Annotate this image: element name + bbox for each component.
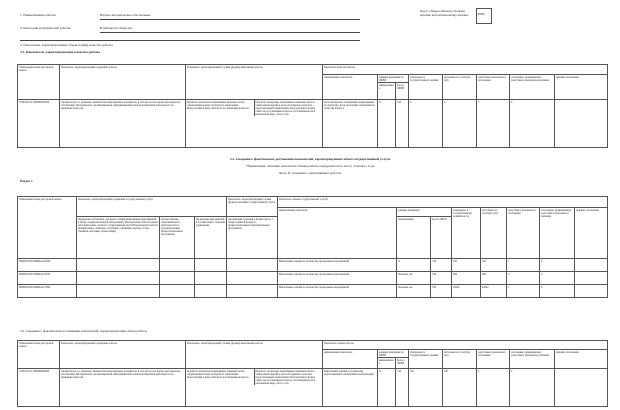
- st-row1-exceed: 0: [540, 259, 575, 272]
- st-row1-approved: 100: [452, 259, 481, 272]
- vt-header-approved: утверждено в государственном задании: [409, 350, 443, 369]
- blank-underline: [20, 40, 360, 41]
- st-row3-reg: 804200О.99.0.ББ60АА73000: [18, 285, 77, 298]
- vt-cell-allowed: 5: [477, 369, 510, 407]
- section-31-heading: 3.1. Показатели, характеризующие качество работы: [20, 50, 100, 54]
- service-table: [17, 196, 608, 298]
- qt-header-cond: Показатель, характеризующий условия (формы) выполнения работы: [186, 65, 323, 100]
- vt-cell-cond: [186, 369, 323, 407]
- st-row1-unit: %: [397, 259, 431, 272]
- st-row1-empty: [160, 259, 195, 272]
- st-row1-reason: [575, 259, 608, 272]
- st-header-done: исполнено на отчетную дату: [481, 208, 507, 259]
- vt-header-content: Показатель, характеризующий содержание работы: [60, 341, 186, 369]
- part2-note: *Примечание: значение показателя объема работы определяется по итогу отчетного года: [245, 164, 375, 168]
- st-header-volume: Показатель объема государственной услуги*: [278, 197, 608, 208]
- vt-header-unit-name: наименование: [378, 358, 396, 369]
- qt-cell-reg: 722010.Р.19.1.В0660002000: [18, 100, 60, 148]
- vt-cell-cond1: Результат экспертизы нормативных правовых актов, оформленный в виде экспертного заключения. Консультация в виде ответов на поставленные вопросы.: [186, 369, 255, 385]
- st-row3-code: 539: [431, 285, 452, 298]
- st-row2-reg: 804200О.99.0.ББ60АА72000: [18, 272, 77, 285]
- st-row3-empty: [77, 285, 160, 298]
- st-header-approved: утверждено в государственном задании на год: [452, 208, 481, 259]
- qt-cell-exceed: 0: [510, 100, 555, 148]
- quality-table: [17, 64, 608, 148]
- st-row2-empty: [195, 272, 227, 285]
- st-row2-allowed: 5: [507, 272, 540, 285]
- consumer-category-underline: [100, 32, 360, 33]
- section-1-heading: Раздел 1: [20, 179, 33, 183]
- st-header-allowed: допустимое (возможное) отклонение: [507, 208, 540, 259]
- st-row3-empty: [160, 285, 195, 298]
- line3-text: 3. Показатели, характеризующие объем и (или) качество работы: [20, 43, 113, 47]
- vt-cell-content: Экспертиза (в т.ч. правовая, лингвистическая) правовых документов, в том числе и их научно-методическое обеспечение. Методическая, организационная, информационная и консультационная деятельность по правовым вопросам: [60, 369, 186, 407]
- work-name-value: Научно-методическое обеспечение: [100, 13, 151, 17]
- st-row1-reg: 804200О.99.0.ББ60АА72000: [18, 259, 77, 272]
- perechen-code-label: Код по общероссийскому базовому перечню или региональному перечню: [420, 9, 469, 17]
- st-header-exceed: отклонение, превышающее допустимое (возможное) значение: [540, 208, 575, 259]
- vt-header-volume: Показатель объема работы: [323, 341, 608, 350]
- st-row3-allowed: 5: [507, 285, 540, 298]
- qt-cell-cond2: Результат экспертизы нормативных правовых актов и электронных версий в части их правового качества, представленный заключением. Консультация в форме ответа на поставленные вопросы, поставленные как в письменном виде, так и устно: [255, 100, 315, 116]
- qt-cell-reason: [555, 100, 608, 148]
- vt-cell-reason: [555, 369, 608, 407]
- st-row1-done: 100: [481, 259, 507, 272]
- st-row3-name: Выполнение задания по количеству проведенных мероприятий: [278, 285, 397, 298]
- st-row3-done: 45092: [481, 285, 507, 298]
- qt-cell-done: 0: [443, 100, 477, 148]
- volume-table: [17, 340, 608, 407]
- st-row2-empty: [160, 272, 195, 285]
- qt-header-reason: причина отклонения: [555, 75, 608, 100]
- vt-cell-name: Выполнение задания по количеству подготовленных заключений и консультаций: [323, 369, 378, 407]
- work-name-label: 1. Наименование работы: [20, 13, 56, 17]
- vt-header-allowed: допустимое (возможное) отклонение: [477, 350, 510, 369]
- qt-cell-content: Экспертиза (в т.ч. правовая, лингвистическая) правовых документов, в том числе и их научно-методическое обеспечение. Методическая, организационная, информационная и консультационная деятельность по правовым вопросам: [60, 100, 186, 148]
- qt-header-name: наименование показателя: [323, 75, 378, 100]
- st-header-name: наименование показателя: [278, 208, 397, 259]
- st-row3-reason: [575, 285, 608, 298]
- st-row2-empty: [77, 272, 160, 285]
- vt-cell-unit: %: [378, 369, 396, 407]
- table-row: [18, 100, 608, 148]
- qt-header-content: Показатель, характеризующий содержание работы: [60, 65, 186, 100]
- st-row2-reason: [575, 272, 608, 285]
- vt-header-unit-code: Код по ОКЕИ: [396, 358, 409, 369]
- qt-cell-cond1: Результат экспертизы нормативных правовых актов, оформленный в виде экспертного заключения. Консультация в виде ответов на поставленные вопросы.: [186, 100, 255, 116]
- vt-header-exceed: отклонение, превышающее допустимое (возможное) значение: [510, 350, 555, 369]
- st-row3-exceed: 0: [540, 285, 575, 298]
- st-header-content: Показатель, характеризующий содержание государственной услуги: [77, 197, 227, 217]
- vt-cell-reg: 722010.Р.19.1.В0660002000: [18, 369, 60, 407]
- qt-header-quality: Показатель качества работы: [323, 65, 608, 75]
- qt-cell-name: Доля экспертных заключений, возвращенных на доработку. Доля экспертных обращений по существу вопроса: [323, 100, 378, 148]
- qt-header-allowed: допустимое (возможное) отклонение: [477, 75, 510, 100]
- st-content-col2: Осуществление образовательной деятельности по дополнительным профессиональным программам: [160, 217, 195, 259]
- st-header-reg: Уникальный номер реестровой записи: [18, 197, 77, 259]
- vt-header-name: наименование показателя: [323, 350, 378, 369]
- st-row1-empty: [195, 259, 227, 272]
- section-32-heading: 3.2. Сведения о фактическом достижении показателей, характеризующих объем работы: [20, 329, 147, 333]
- st-row2-code: 539: [431, 272, 452, 285]
- part2-title: 2.2. Сведения о фактическом достижении показателей, характеризующих объем государственной услуги: [229, 157, 391, 161]
- vt-cell-exceed: 0: [510, 369, 555, 407]
- vt-header-reason: причина отклонения: [555, 350, 608, 369]
- st-row2-empty: [227, 272, 278, 285]
- qt-header-unit-code: код по ОКЕИ: [396, 83, 409, 100]
- vt-cell-cond2: Результат экспертизы нормативных правовых актов и электронных версий в части их правового качества, представленный заключением. Консультация в форме ответа на поставленные вопросы, поставленные как в письменном виде, так и устно: [255, 369, 315, 385]
- st-header-unit-code: код по ОКЕИ: [431, 217, 452, 259]
- vt-cell-done: 100: [443, 369, 477, 407]
- st-row2-exceed: 0: [540, 272, 575, 285]
- st-cond-col1: Организация обучения в форме курсов, а также заданной форме по профессиональным образовательным программам: [227, 217, 278, 259]
- qt-header-unit: единица измерения по ОКЕИ: [378, 75, 409, 83]
- vt-header-unit: единица измерения по ОКЕИ: [378, 350, 409, 358]
- st-row1-allowed: 5: [507, 259, 540, 272]
- st-row1-name: Выполнение задания по количеству проведенных мероприятий: [278, 259, 397, 272]
- st-row2-done: 694: [481, 272, 507, 285]
- vt-cell-code: 744: [396, 369, 409, 407]
- vt-header-done: исполнено на отчетную дату: [443, 350, 477, 369]
- st-row1-empty: [77, 259, 160, 272]
- qt-header-exceed: отклонение, превышающее допустимое (возможное) значение: [510, 75, 555, 100]
- qt-header-reg: Уникальный номер реестровой записи: [18, 65, 60, 100]
- st-row2-unit: Человеко-час: [397, 272, 431, 285]
- st-content-col3: Проведение мероприятий в соответствии с задачами учреждения: [195, 217, 227, 259]
- vt-cell-approved: 100: [409, 369, 443, 407]
- st-row1-code: 744: [431, 259, 452, 272]
- vt-header-cond: Показатель, характеризующий условия (формы) выполнения работы: [186, 341, 323, 369]
- st-header-unit-name: наименование: [397, 217, 431, 259]
- qt-cell-approved: 0: [409, 100, 443, 148]
- table-row: [18, 285, 608, 298]
- st-row1-empty: [227, 259, 278, 272]
- qt-header-done: исполнено на отчетную дату: [443, 75, 477, 100]
- st-header-unit: единица измерения: [397, 208, 452, 217]
- table-row: [18, 272, 608, 285]
- st-row3-unit: Человеко-час: [397, 285, 431, 298]
- st-row2-approved: 694: [452, 272, 481, 285]
- qt-cell-allowed: 5: [477, 100, 510, 148]
- st-row3-empty: [227, 285, 278, 298]
- work-name-underline: [100, 19, 360, 20]
- vt-header-reg: Уникальный номер реестровой записи: [18, 341, 60, 369]
- table-row: [18, 369, 608, 407]
- qt-cell-cond: [186, 100, 323, 148]
- qt-cell-unit: %: [378, 100, 396, 148]
- st-header-cond: Показатель, характеризующий условия (формы) оказания государственной услуги: [227, 197, 278, 217]
- qt-header-unit-name: наименование: [378, 83, 396, 100]
- consumer-category-label: 2. Категории потребителей работы: [20, 26, 71, 30]
- qt-header-approved: утверждено в государственном задании: [409, 75, 443, 100]
- st-row2-name: Выполнение задания по количеству проведенных мероприятий: [278, 272, 397, 285]
- st-row3-approved: 45092: [452, 285, 481, 298]
- st-content-col1: Проведение публичных, деловых и специализированных мероприятий в сфере, подведомственной Департаменту Воронежской области и иных исполнительных органов государственной власти Воронежской области (конференции, семинары, заседания, совещания, круглые столы, тренинги, выставки, презентации): [77, 217, 160, 259]
- st-header-reason: причина отклонения: [575, 208, 608, 259]
- table-row: [18, 259, 608, 272]
- part2-subtitle: Часть II. Сведения о выполняемых работах: [278, 171, 342, 175]
- qt-cell-code: 744: [396, 100, 409, 148]
- st-row3-empty: [195, 285, 227, 298]
- consumer-category-value: В интересах общества: [100, 26, 133, 30]
- perechen-code-value: В066: [478, 12, 485, 16]
